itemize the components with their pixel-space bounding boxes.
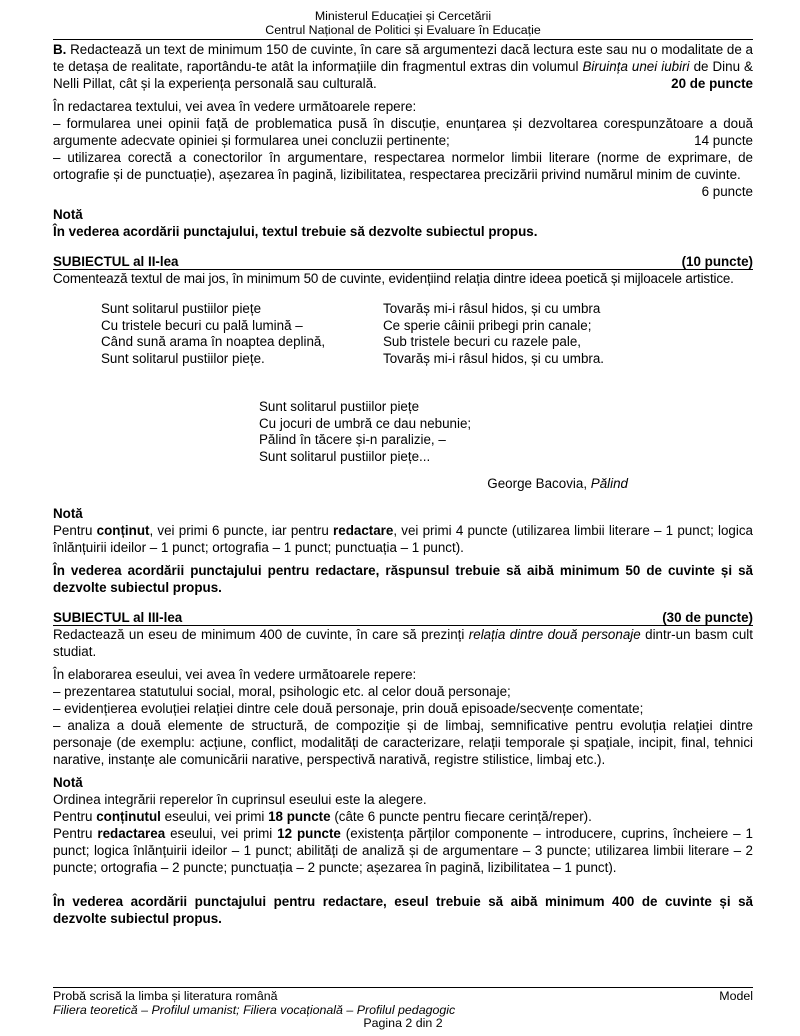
page-footer xyxy=(53,987,753,1031)
footer-model-label: Model xyxy=(719,989,753,1003)
poem-line: Sunt solitarul pustiilor piețe... xyxy=(259,448,431,464)
subject-3-item-3: – analiza a două elemente de structură, de compoziție și de limbaj, semnificative pentru evoluția relației dintre personaje (de exemplu: acțiune, conflict, modalități de caracterizare, relații temporale și spațiale, incipit, final, tehnici narative, instanțe ale comunicării narative, perspectivă narativă, registre stilistice, limbaj etc.). xyxy=(53,718,753,767)
poem-line: Sunt solitarul pustiilor piețe. xyxy=(101,350,265,366)
subject-2-note-bold: În vederea acordării punctajului pentru redactare, răspunsul trebuie să aibă minimum 50 de cuvinte și să dezvolte subiectul propus. xyxy=(53,563,753,595)
poem-line: Sub tristele becuri cu razele pale, xyxy=(383,334,581,349)
subject-3-points: (30 de puncte) xyxy=(662,610,753,625)
subject-2-title: SUBIECTUL al II-lea xyxy=(53,254,179,269)
part-b-note-title: Notă xyxy=(53,207,83,222)
subject-2-section xyxy=(53,254,753,596)
poem-line: Când sună arama în noaptea deplină, xyxy=(101,334,326,349)
part-b-item-1: – formularea unei opinii față de problematica pusă în discuție, enunțarea și dezvoltarea corespunzătoare a două argumente adecvate opiniei și formularea unei concluzii pertinente; 14 puncte xyxy=(53,116,753,148)
subject-3-title: SUBIECTUL al III-lea xyxy=(53,610,183,625)
page-header xyxy=(53,0,753,37)
poem-stanza-1 xyxy=(101,301,325,367)
poem-line: Tovarăș mi-i râsul hidos, și cu umbra xyxy=(383,301,601,316)
poem-line: Sunt solitarul pustiilor piețe xyxy=(101,301,262,316)
subject-2-note-scoring: Pentru conținut, vei primi 6 puncte, iar pentru redactare, vei primi 4 puncte (utilizarea limbii literare – 1 punct; logica înlănțuirii ideilor – 1 punct; ortografia – 1 punct; punctuația – 1 punct). xyxy=(53,523,753,555)
header-divider xyxy=(53,39,753,40)
subject-2-note-title: Notă xyxy=(53,506,83,521)
poem-line: Cu jocuri de umbră ce dau nebunie; xyxy=(259,415,472,431)
subject-3-note-bold: În vederea acordării punctajului pentru redactare, eseul trebuie să aibă minimum 400 de cuvinte și să dezvolte subiectul propus. xyxy=(53,894,753,926)
subject-3-instruction: Redactează un eseu de minimum 400 de cuvinte, în care să prezinți relația dintre două personaje dintr-un basm cult studiat. xyxy=(53,627,753,659)
subject-3-heading xyxy=(53,610,753,626)
subject-3-item-1: – prezentarea statutului social, moral, psihologic etc. al celor două personaje; xyxy=(53,684,511,699)
subject-3-guide-intro: În elaborarea eseului, vei avea în vedere următoarele repere: xyxy=(53,667,417,682)
footer-profile: Filiera teoretică – Profilul umanist; Filiera vocațională – Profilul pedagogic xyxy=(53,1002,456,1017)
poem-line: Ce sperie câinii pribegi prin canale; xyxy=(383,317,592,333)
subject-2-instruction: Comentează textul de mai jos, în minimum 50 de cuvinte, evidențiind relația dintre ideea poetică și mijloacele artistice. xyxy=(53,271,734,286)
part-b-guide-intro: În redactarea textului, vei avea în vedere următoarele repere: xyxy=(53,99,417,114)
subject-2-heading xyxy=(53,254,753,270)
poem-line: Sunt solitarul pustiilor piețe xyxy=(259,399,420,414)
subject-3-note-line-3: Pentru redactarea eseului, vei primi 12 puncte (existența părților componente – introducere, cuprins, încheiere – 1 punct; logica înlănțuirii ideilor – 1 punct; abilități de analiză și de argumentare – 3 puncte; utilizarea limbii literare – 2 puncte; ortografia – 2 puncte; punctuația – 2 puncte; așezarea în pagină, lizibilitatea – 1 punct). xyxy=(53,826,753,875)
part-b-instruction: B. Redactează un text de minimum 150 de cuvinte, în care să argumentezi dacă lectura este sau nu o modalitate de a te detașa de realitate, raportându-te atât la informațiile din fragmentul extras din volumul Biruința unei iubiri de Dinu & Nelli Pillat, cât și la experiența personală sau culturală. 20 de puncte xyxy=(53,42,753,91)
subject-2-points: (10 puncte) xyxy=(681,254,753,269)
book-title: Biruința unei iubiri xyxy=(582,59,690,74)
poem-author: George Bacovia, Pălind xyxy=(487,476,628,491)
subject-3-item-2: – evidențierea evoluției relației dintre cele două personaje, prin două episoade/secvențe comentate; xyxy=(53,701,644,716)
part-b-item-2: – utilizarea corectă a conectorilor în argumentare, respectarea normelor limbii literare (norme de exprimare, de ortografie și de punctuație), așezarea în pagină, lizibilitatea, respectarea precizării privind numărul minim de cuvinte. xyxy=(53,150,753,182)
part-b-item-2-points: 6 puncte xyxy=(701,184,753,199)
poem-line: Cu tristele becuri cu pală lumină – xyxy=(101,317,303,333)
subject-3-section xyxy=(53,610,753,927)
part-b-label: B. xyxy=(53,42,67,57)
document-body xyxy=(53,41,753,927)
poem-title: Pălind xyxy=(590,476,628,491)
part-b-item-1-points: 14 puncte xyxy=(694,133,753,148)
subject-3-note-line-1: Ordinea integrării reperelor în cuprinsul eseului este la alegere. xyxy=(53,792,427,807)
header-ministry: Ministerul Educației și Cercetării xyxy=(314,9,492,23)
footer-page-number: Pagina 2 din 2 xyxy=(363,1016,443,1031)
poem-stanza-2 xyxy=(383,301,604,367)
footer-exam-name: Probă scrisă la limba și literatura română xyxy=(53,989,278,1003)
header-center: Centrul Național de Politici și Evaluare în Educație xyxy=(265,23,541,37)
poem-stanzas-top xyxy=(53,287,753,399)
poem-line: Pălind în tăcere și-n paralizie, – xyxy=(259,432,446,447)
subject-3-note-line-2: Pentru conținutul eseului, vei primi 18 puncte (câte 6 puncte pentru fiecare cerință/reper). xyxy=(53,809,592,824)
poem-line: Tovarăș mi-i râsul hidos, și cu umbra. xyxy=(383,350,605,366)
poem-stanza-bottom xyxy=(53,399,753,497)
part-b-points: 20 de puncte xyxy=(671,76,753,91)
part-b-note-text: În vederea acordării punctajului, textul trebuie să dezvolte subiectul propus. xyxy=(53,224,538,239)
subject-3-note-title: Notă xyxy=(53,775,83,790)
part-b-section xyxy=(53,41,753,240)
poem-stanza-3 xyxy=(259,399,471,465)
